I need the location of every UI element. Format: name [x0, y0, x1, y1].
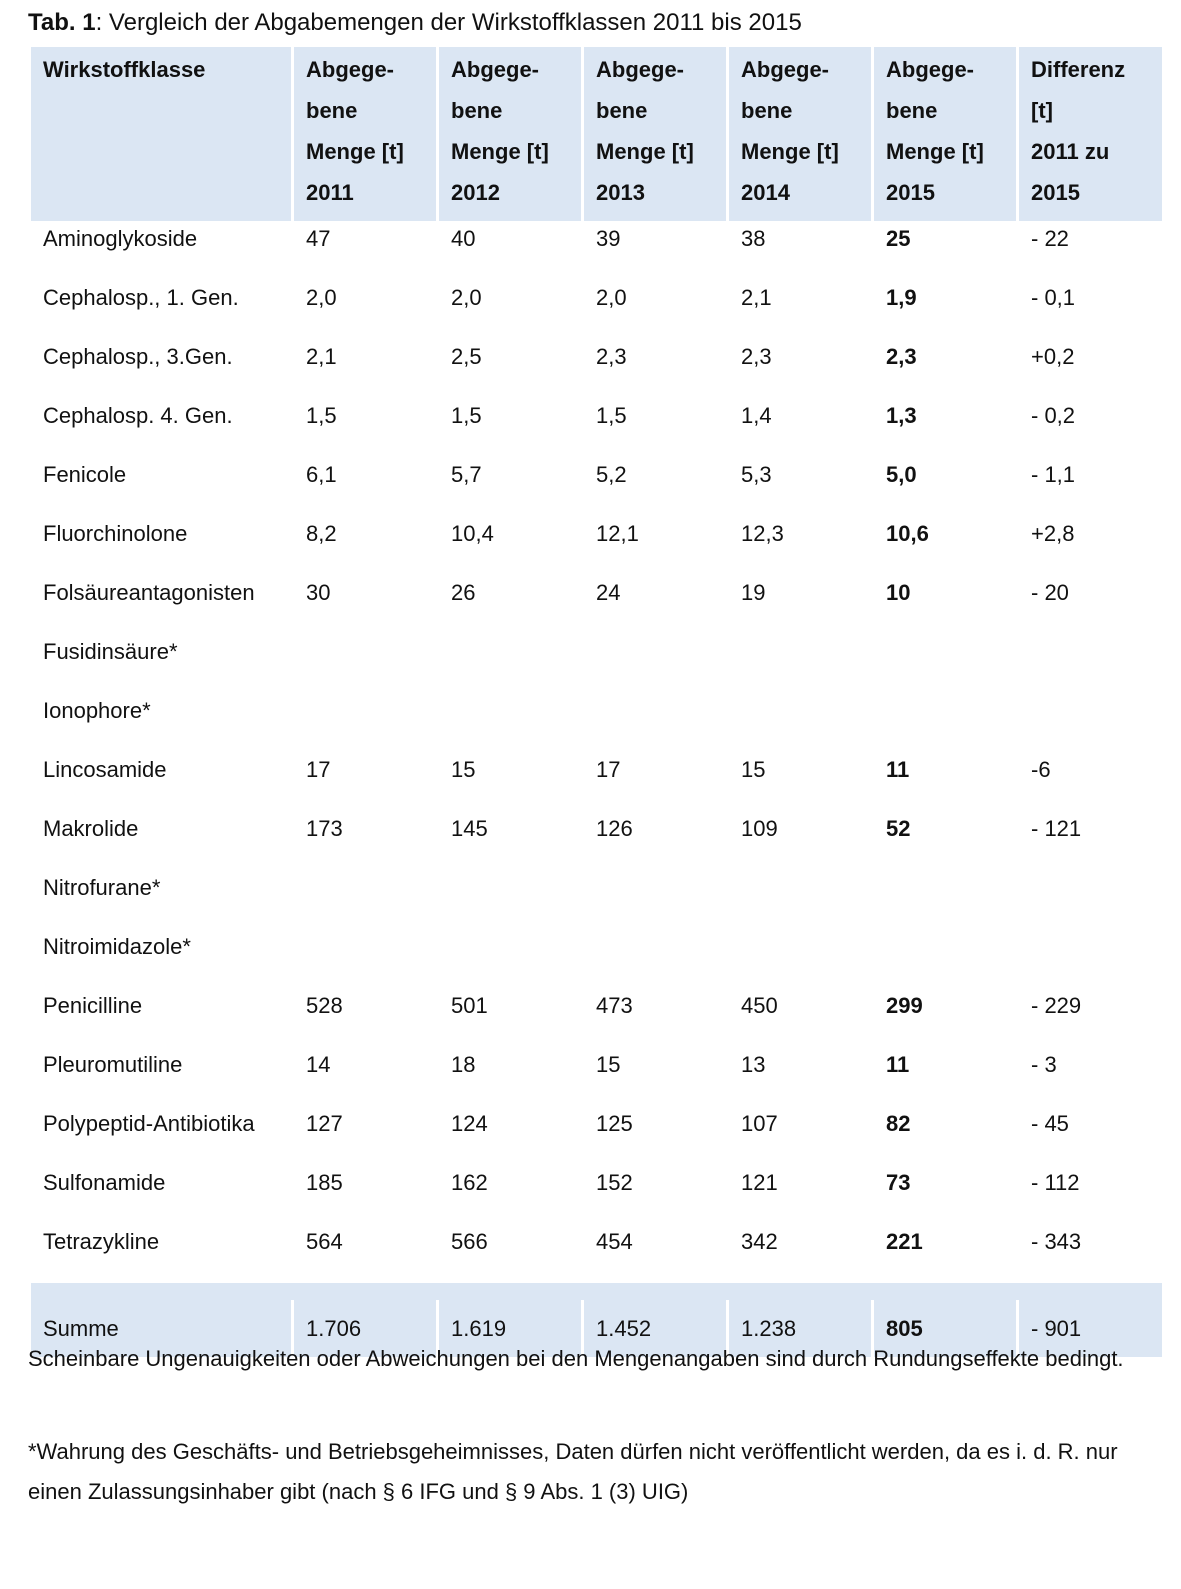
table-cell: 12,1 [596, 521, 639, 546]
row-label: Cephalosp., 3.Gen. [43, 344, 233, 369]
table-cell: 173 [306, 816, 343, 841]
table-caption [28, 6, 802, 40]
column-header-line: bene [741, 98, 793, 123]
column-header [1019, 47, 1162, 221]
column-header-line: Abgege- [451, 57, 539, 82]
table-row [31, 693, 1162, 752]
table-cell: 5,0 [886, 462, 917, 487]
row-label: Nitrofurane* [43, 875, 161, 900]
table-cell: 1,5 [451, 403, 482, 428]
table-cell: +2,8 [1031, 521, 1075, 546]
table-cell [439, 634, 581, 693]
column-header-line: 2015 [886, 180, 935, 205]
table-cell: 26 [451, 580, 476, 605]
sum-cell: 1.619 [439, 1300, 581, 1357]
table-cell: 109 [741, 816, 778, 841]
table-cell: 125 [596, 1111, 633, 1136]
row-label: Fenicole [43, 462, 127, 487]
column-header-line: bene [886, 98, 938, 123]
table-cell: 566 [451, 1229, 488, 1254]
table-cell: 2,3 [741, 344, 772, 369]
sum-cell: 1.238 [729, 1300, 871, 1357]
row-label: Nitroimidazole* [43, 934, 191, 959]
sum-cell: - 901 [1019, 1300, 1162, 1357]
table-row [31, 398, 1162, 457]
column-header [584, 47, 726, 221]
column-header-line: 2011 zu [1031, 139, 1110, 164]
table-cell: 127 [306, 1111, 343, 1136]
table-body [31, 221, 1162, 1283]
row-label: Fusidinsäure* [43, 639, 178, 664]
column-header-line: Abgege- [741, 57, 829, 82]
table-cell: - 343 [1031, 1229, 1082, 1254]
table-cell: 473 [596, 993, 633, 1018]
quantities-table [28, 47, 1165, 1357]
table-cell: 47 [306, 226, 331, 251]
table-cell: - 0,1 [1031, 285, 1076, 310]
table-cell [439, 870, 581, 929]
table-cell [1019, 634, 1162, 693]
sum-cell: 1.452 [584, 1300, 726, 1357]
table-cell: 2,1 [306, 344, 337, 369]
column-header [439, 47, 581, 221]
table-cell [584, 634, 726, 693]
caption-text: : Vergleich der Abgabemengen der Wirkstoffklassen 2011 bis 2015 [95, 9, 802, 36]
row-label: Polypeptid-Antibiotika [43, 1111, 255, 1136]
table-row [31, 988, 1162, 1047]
table-cell: 17 [596, 757, 621, 782]
table-cell: - 229 [1031, 993, 1082, 1018]
table-cell [874, 929, 1016, 988]
table-cell [729, 634, 871, 693]
row-label: Cephalosp., 1. Gen. [43, 285, 239, 310]
table-cell: 501 [451, 993, 488, 1018]
table-cell [1019, 929, 1162, 988]
sum-cell: 1.706 [294, 1300, 436, 1357]
column-header-line: Wirkstoffklasse [43, 57, 206, 82]
header-row [31, 47, 1162, 221]
table-cell [584, 693, 726, 752]
table-cell: 2,3 [596, 344, 627, 369]
table-row [31, 752, 1162, 811]
table-row [31, 575, 1162, 634]
table-cell: 10,4 [451, 521, 494, 546]
column-header-line: 2011 [306, 180, 354, 205]
table-cell [584, 929, 726, 988]
table-cell: 40 [451, 226, 476, 251]
table-cell: 14 [306, 1052, 331, 1077]
column-header-line: bene [596, 98, 648, 123]
column-header [729, 47, 871, 221]
table-cell: - 3 [1031, 1052, 1057, 1077]
column-header-line: Menge [t] [306, 139, 404, 164]
table-cell: -6 [1031, 757, 1051, 782]
table-cell: - 1,1 [1031, 462, 1076, 487]
table-cell: 2,1 [741, 285, 772, 310]
row-label: Tetrazykline [43, 1229, 160, 1254]
table-cell: 162 [451, 1170, 488, 1195]
table-cell: 82 [886, 1111, 911, 1136]
table-cell: 10 [886, 580, 911, 605]
caption-label: Tab. 1 [28, 9, 96, 36]
table-cell: 1,5 [306, 403, 337, 428]
table-cell [1019, 693, 1162, 752]
table-cell: 13 [741, 1052, 766, 1077]
table-cell: 124 [451, 1111, 488, 1136]
column-header-line: 2013 [596, 180, 645, 205]
table-cell: 5,7 [451, 462, 482, 487]
table-cell: 17 [306, 757, 331, 782]
table-cell [874, 634, 1016, 693]
table-cell: 121 [741, 1170, 778, 1195]
table-cell [584, 870, 726, 929]
table-row [31, 811, 1162, 870]
table-cell: 454 [596, 1229, 633, 1254]
column-header-line: Abgege- [596, 57, 684, 82]
column-header [874, 47, 1016, 221]
table-cell: 1,3 [886, 403, 917, 428]
table-cell: 11 [886, 757, 910, 782]
column-header-line: Menge [t] [596, 139, 694, 164]
column-header-line: bene [306, 98, 358, 123]
table-cell: 2,3 [886, 344, 917, 369]
row-label: Fluorchinolone [43, 521, 188, 546]
column-header-line: Menge [t] [886, 139, 984, 164]
table-cell: 24 [596, 580, 621, 605]
column-header-line: [t] [1031, 98, 1053, 123]
row-label: Pleuromutiline [43, 1052, 183, 1077]
column-header-line: 2012 [451, 180, 500, 205]
table-cell: 39 [596, 226, 621, 251]
table-row [31, 457, 1162, 516]
table-cell: 221 [886, 1229, 923, 1254]
table-cell [294, 929, 436, 988]
table-cell [729, 929, 871, 988]
table-cell [294, 870, 436, 929]
table-cell [1019, 870, 1162, 929]
table-cell [874, 693, 1016, 752]
row-label: Folsäureantagonisten [43, 580, 255, 605]
table-cell: 126 [596, 816, 633, 841]
table-cell: 52 [886, 816, 911, 841]
table-cell: 5,3 [741, 462, 772, 487]
table-cell: 528 [306, 993, 343, 1018]
column-header-line: Abgege- [306, 57, 394, 82]
table-cell: 19 [741, 580, 766, 605]
table-cell: 8,2 [306, 521, 337, 546]
table-cell [729, 870, 871, 929]
table-row [31, 280, 1162, 339]
table-cell: 1,9 [886, 285, 917, 310]
table-row [31, 221, 1162, 280]
column-header-line: 2014 [741, 180, 790, 205]
row-label: Makrolide [43, 816, 139, 841]
table-cell: - 0,2 [1031, 403, 1076, 428]
table-cell: 18 [451, 1052, 476, 1077]
table-row [31, 870, 1162, 929]
table-cell [294, 693, 436, 752]
table-cell: 107 [741, 1111, 778, 1136]
column-header-line: Abgege- [886, 57, 974, 82]
column-header-line: Menge [t] [741, 139, 839, 164]
row-label: Lincosamide [43, 757, 167, 782]
table-cell: +0,2 [1031, 344, 1075, 369]
table-cell: 15 [596, 1052, 621, 1077]
table-cell: 1,4 [741, 403, 772, 428]
table-cell [439, 693, 581, 752]
table-row [31, 339, 1162, 398]
column-header-line: 2015 [1031, 180, 1080, 205]
table-cell: 5,2 [596, 462, 627, 487]
table-cell: 564 [306, 1229, 343, 1254]
table-cell: 342 [741, 1229, 778, 1254]
table-row [31, 1224, 1162, 1283]
table-cell: 145 [451, 816, 488, 841]
table-cell: - 45 [1031, 1111, 1069, 1136]
column-header-line: bene [451, 98, 503, 123]
table-cell: 2,5 [451, 344, 482, 369]
table-cell: 73 [886, 1170, 911, 1195]
table-cell: 15 [741, 757, 766, 782]
table-cell: - 112 [1031, 1170, 1080, 1195]
row-label: Penicilline [43, 993, 143, 1018]
table-row [31, 1106, 1162, 1165]
table-cell [294, 634, 436, 693]
column-header [294, 47, 436, 221]
sum-cell: 805 [874, 1300, 1016, 1357]
table-row [31, 516, 1162, 575]
table-cell: 299 [886, 993, 923, 1018]
table-cell: 11 [886, 1052, 910, 1077]
table-cell: 450 [741, 993, 778, 1018]
table-cell [439, 929, 581, 988]
table-cell: 12,3 [741, 521, 784, 546]
table-cell: 185 [306, 1170, 343, 1195]
table-row [31, 634, 1162, 693]
column-header-line: Menge [t] [451, 139, 549, 164]
table-row [31, 1047, 1162, 1106]
table-cell: 10,6 [886, 521, 929, 546]
table-cell: - 22 [1031, 226, 1069, 251]
table-cell: 2,0 [451, 285, 482, 310]
row-label: Cephalosp. 4. Gen. [43, 403, 233, 428]
column-header [31, 47, 291, 221]
table-cell [729, 693, 871, 752]
table-cell: - 121 [1031, 816, 1082, 841]
confidentiality-note: *Wahrung des Geschäfts- und Betriebsgeheimnisses, Daten dürfen nicht veröffentlicht werden, da es i. d. R. nur einen Zulassungsinhaber gibt (nach § 6 IFG und § 9 Abs. 1 (3) UIG) [28, 1439, 1118, 1504]
sum-label: Summe [31, 1300, 291, 1357]
table-cell: 6,1 [306, 462, 337, 487]
table-cell: - 20 [1031, 580, 1069, 605]
table-row [31, 929, 1162, 988]
table-cell: 25 [886, 226, 911, 251]
table-cell: 38 [741, 226, 766, 251]
column-header-line: Differenz [1031, 57, 1126, 82]
table-cell: 2,0 [306, 285, 337, 310]
table-cell: 1,5 [596, 403, 627, 428]
table-cell: 15 [451, 757, 476, 782]
table-cell: 152 [596, 1170, 633, 1195]
table-cell: 30 [306, 580, 331, 605]
table-cell [874, 870, 1016, 929]
row-label: Ionophore* [43, 698, 151, 723]
row-label: Sulfonamide [43, 1170, 166, 1195]
table-row [31, 1165, 1162, 1224]
row-label: Aminoglykoside [43, 226, 198, 251]
rounding-note: Scheinbare Ungenauigkeiten oder Abweichungen bei den Mengenangaben sind durch Rundungseffekte bedingt. [28, 1346, 1124, 1371]
table-cell: 2,0 [596, 285, 627, 310]
